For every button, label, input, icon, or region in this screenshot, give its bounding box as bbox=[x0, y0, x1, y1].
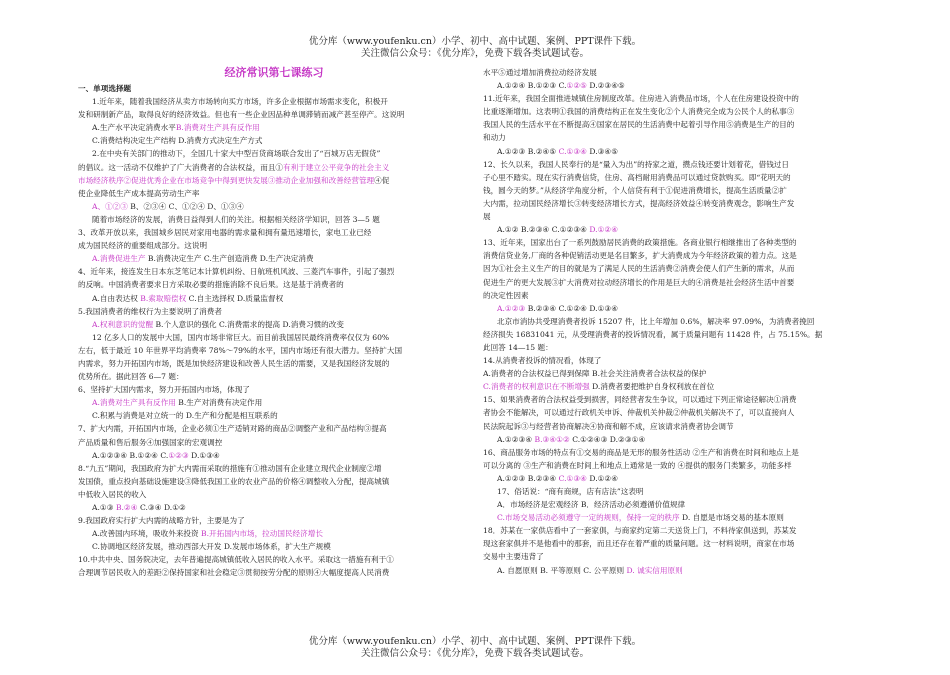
text-segment: 13、近年来，国家出台了一系列鼓励居民消费的政策措施。各商业银行相继推出了各种类型的 bbox=[483, 238, 797, 248]
text-segment: 大内需，拉动国民经济增长③转变经济增长方式，提高经济效益④转变消费观念，影响生产发 bbox=[483, 198, 795, 208]
text-line bbox=[483, 433, 875, 446]
text-line bbox=[78, 566, 470, 579]
text-segment: 的决定性因素 bbox=[483, 290, 529, 300]
text-line bbox=[78, 134, 470, 147]
text-segment: 16、商品服务市场的特点有①交易的商品是无形的服务性活动 ②生产和消费在时间和地点上是 bbox=[483, 447, 799, 457]
text-segment: B.消费决定生产 C.生产创造消费 D.生产决定消费 bbox=[145, 254, 314, 264]
text-segment: 6、坚持扩大国内需求，努力开拓国内市场，体现了 bbox=[78, 385, 250, 395]
text-line bbox=[483, 328, 875, 341]
text-line bbox=[78, 187, 470, 200]
text-line bbox=[78, 147, 470, 160]
text-segment: A.①②③ B.②③④ bbox=[497, 473, 559, 483]
header-line-1: 优分库（www.youfenku.cn）小学、初中、高中试题、案例、PPT课件下载。 bbox=[308, 36, 642, 47]
highlighted-answer: 市场经济秩序②促进优秀企业在市场竞争中得到更快发展③推动企业加强和改善经营管理 bbox=[78, 175, 375, 185]
text-segment: 17、俗话说：“商有商规，店有店法”这表明 bbox=[497, 487, 644, 496]
text-line bbox=[78, 514, 470, 527]
text-line bbox=[483, 524, 875, 537]
text-segment: C.①②④③ D.②③①④ bbox=[569, 434, 646, 444]
text-segment: D. 自愿是市场交易的基本原则 bbox=[679, 513, 784, 523]
text-line bbox=[483, 158, 875, 171]
text-segment: 经济损失 16831041 元，从受理消费者的投诉情况看，属于质量问题有 11428 件，占 75.15%。据 bbox=[483, 329, 823, 339]
text-line bbox=[483, 485, 875, 498]
text-line bbox=[78, 409, 470, 422]
text-line bbox=[78, 226, 470, 239]
text-segment: 3、改革开放以来，我国城乡居民对家用电器的需求量和拥有量迅速增长，家电工业已经 bbox=[78, 228, 372, 238]
text-line bbox=[483, 511, 875, 524]
text-line bbox=[78, 265, 470, 278]
text-segment: 8.“九五”期间，我国政府为扩大内需而采取的措施有①推动国有企业建立现代企业制度②增 bbox=[78, 463, 382, 473]
text-segment: A.改善国内环境，吸收外来投资 bbox=[92, 529, 202, 539]
text-line bbox=[78, 449, 470, 462]
text-line bbox=[483, 184, 875, 197]
text-line bbox=[483, 276, 875, 289]
text-segment: D.①③④ bbox=[188, 450, 220, 460]
text-line bbox=[78, 200, 470, 213]
text-segment: C.消费结构决定生产结构 D.消费方式决定生产方式 bbox=[92, 136, 263, 146]
text-segment: 10.中共中央、国务院决定，去年普遍提高城镇低收入居民的收入水平。采取这一措施有利于① bbox=[78, 555, 394, 565]
text-segment: 因为①社会主义生产的目的就是为了满足人民的生活消费②消费会使人们产生新的需求，从而 bbox=[483, 264, 795, 274]
text-segment: 和动力 bbox=[483, 133, 506, 143]
text-line bbox=[483, 550, 875, 563]
text-line bbox=[483, 262, 875, 275]
text-segment: A. 自愿原则 B. 平等原则 C. 公平原则 bbox=[497, 565, 627, 575]
highlighted-answer: B.索取赔偿权 bbox=[140, 293, 187, 303]
text-segment: 合理调节居民收入的差距②保持国家和社会稳定③贯彻按劳分配的原则④大幅度提高人民消费 bbox=[78, 568, 390, 578]
footer-line-2: 关注微信公众号：《优分库》，免费下载各类试题试卷。 bbox=[360, 648, 589, 659]
text-segment: 的反响。中国消费者要求日方采取必要的措施消除不良后果。这是基于消费者的 bbox=[78, 280, 344, 290]
text-line bbox=[483, 79, 875, 92]
text-segment: 使企业降低生产成本提高劳动生产率 bbox=[78, 188, 200, 198]
text-line bbox=[483, 459, 875, 472]
text-segment: 现这套家俱并不是他看中的那套，而且还存在着严重的质量问题。这一材料说明，商家在市场 bbox=[483, 539, 795, 549]
highlighted-answer: D. 诚实信用原则 bbox=[626, 565, 683, 575]
text-segment: A.①②④ B.①②③ C. bbox=[497, 81, 567, 91]
highlighted-answer: A.权利意识的觉醒 bbox=[92, 319, 154, 329]
highlighted-answer: C.市场交易活动必须遵守一定的规则，保持一定的秩序 bbox=[497, 513, 680, 523]
text-segment: A.①②③④ bbox=[497, 434, 535, 444]
highlighted-answer: B.消费对生产具有反作用 bbox=[175, 123, 260, 133]
text-segment: 钱，圆今天的梦。”从经济学角度分析，个人信贷有利于①促进消费增长，提高生活质量②扩 bbox=[483, 185, 787, 195]
text-line bbox=[483, 472, 875, 485]
text-line bbox=[78, 475, 470, 488]
text-segment: D.①②④ bbox=[586, 473, 619, 483]
right-column bbox=[483, 66, 875, 577]
text-line bbox=[483, 197, 875, 210]
text-line bbox=[483, 118, 875, 131]
text-line bbox=[78, 501, 470, 514]
text-segment: ④促 bbox=[374, 175, 390, 185]
text-segment: 消费信贷业务,厂商的各种促销活动更是名目繁多，扩大消费成为今年经济政策的着力点。这是 bbox=[483, 251, 797, 261]
highlighted-answer: C.①③④ bbox=[558, 146, 587, 156]
text-segment: 产品质量和售后服务④加强国家的宏观调控 bbox=[78, 437, 223, 447]
text-line bbox=[78, 370, 470, 383]
text-line bbox=[78, 252, 470, 265]
text-segment: A.①②③④ B.①②④ C. bbox=[92, 450, 169, 460]
section-heading: 一、单项选择题 bbox=[78, 84, 132, 93]
text-segment: 中低收入居民的收入 bbox=[78, 489, 147, 499]
text-segment: 的倡议。这一活动不仅维护了广大消费者的合法权益，而且① bbox=[78, 162, 284, 172]
left-column bbox=[78, 66, 470, 580]
text-line bbox=[483, 393, 875, 406]
text-segment: 9.我国政府实行扩大内需的战略方针，主要是为了 bbox=[78, 516, 245, 526]
text-line bbox=[78, 108, 470, 121]
text-segment: 者协会不能解决，可以通过行政机关申诉、仲裁机关仲裁②仲裁机关解决不了，可以直接向人 bbox=[483, 408, 795, 418]
text-segment: 展 bbox=[483, 212, 491, 222]
highlighted-answer: A、①②③ bbox=[92, 201, 128, 211]
text-segment: 我国人民的生活水平在不断提高④国家在居民的生活消费中起着引导作用⑤消费是生产的目的 bbox=[483, 120, 795, 130]
highlighted-answer: C.消费者的权利意识在不断增强 bbox=[483, 382, 590, 392]
text-line bbox=[78, 344, 470, 357]
highlighted-answer: A.消费对生产具有反作用 bbox=[92, 398, 176, 408]
text-segment: 子心里不踏实。现在实行消费信贷，住房、高档耐用消费品可以通过贷款购买。即“花明天的 bbox=[483, 172, 791, 182]
text-segment: A.①②③ B.②④⑤ bbox=[497, 146, 559, 156]
document-title: 经济常识第七课练习 bbox=[224, 66, 324, 79]
text-line bbox=[483, 341, 875, 354]
text-line bbox=[78, 436, 470, 449]
text-segment: 14.从消费者投诉的情况看，体现了 bbox=[483, 356, 602, 366]
highlighted-answer: B.③④①② bbox=[534, 434, 570, 444]
right-column-body bbox=[483, 66, 875, 577]
highlighted-answer: 有利于建立公平竞争的社会主义 bbox=[283, 162, 390, 172]
highlighted-answer: B.②④ bbox=[115, 503, 138, 512]
text-line bbox=[483, 380, 875, 393]
text-line bbox=[78, 213, 470, 226]
highlighted-answer: ①②⑤ bbox=[566, 81, 587, 91]
text-line bbox=[483, 315, 875, 328]
text-line bbox=[483, 210, 875, 223]
footer-line-1: 优分库（www.youfenku.cn）小学、初中、高中试题、案例、PPT课件下载。 bbox=[308, 636, 642, 647]
text-segment: C.③④ D.①② bbox=[137, 503, 186, 512]
text-line bbox=[483, 446, 875, 459]
text-segment: 此回答 14—15 题： bbox=[483, 342, 553, 352]
text-line bbox=[483, 498, 875, 511]
text-line bbox=[483, 367, 875, 380]
text-segment: A.消费者的合法权益已得到保障 B.社会关注消费者合法权益的保护 bbox=[483, 369, 707, 379]
text-segment: 促进生产的更大发展③扩大消费对拉动经济增长的作用是巨大的④消费是社会经济生活中首要 bbox=[483, 277, 795, 287]
text-segment: A.①② B.②③④ C.①②③④ bbox=[497, 225, 590, 235]
text-line bbox=[483, 564, 875, 577]
text-line bbox=[483, 223, 875, 236]
text-line bbox=[78, 278, 470, 291]
text-segment: 2.在中央有关部门的推动下，全国几十家大中型百货商场联合发出了“百城万店无假货” bbox=[92, 149, 381, 159]
text-line bbox=[78, 174, 470, 187]
header-line-2: 关注微信公众号：《优分库》，免费下载各类试题试卷。 bbox=[360, 48, 589, 59]
page-footer bbox=[0, 636, 950, 660]
text-line bbox=[78, 292, 470, 305]
text-line bbox=[78, 462, 470, 475]
text-segment: C.自主选择权 D.质量监督权 bbox=[186, 293, 284, 303]
text-segment: 4、近年来，接连发生日本东芝笔记本计算机纠纷、日航班机风波、三菱汽车事件，引起了强烈 bbox=[78, 267, 395, 277]
text-line bbox=[483, 131, 875, 144]
text-line bbox=[78, 540, 470, 553]
text-segment: D.②③④⑤ bbox=[586, 81, 625, 91]
text-line bbox=[483, 354, 875, 367]
text-segment: A.自由表达权 bbox=[92, 293, 141, 303]
text-line bbox=[483, 420, 875, 433]
text-line bbox=[483, 105, 875, 118]
text-line bbox=[78, 396, 470, 409]
text-segment: D.消费者要把维护自身权利放在首位 bbox=[589, 382, 715, 392]
text-segment: B.生产对消费有决定作用 bbox=[175, 398, 263, 408]
text-line bbox=[78, 488, 470, 501]
text-segment: 12、长久以来，我国人民奉行的是“量入为出”的持家之道，攒点钱还要计划着花，借钱过日 bbox=[483, 159, 789, 169]
text-line bbox=[483, 66, 875, 79]
text-segment: 18．苏某在一家供店看中了一套家俱，与商家约定第二天送货上门，不料待家俱送到，苏某发 bbox=[483, 526, 797, 536]
text-line bbox=[78, 422, 470, 435]
text-segment: 1.近年来，随着我国经济从卖方市场转向买方市场，许多企业根据市场需求变化，积极开 bbox=[92, 97, 388, 107]
page-header bbox=[0, 36, 950, 60]
highlighted-answer: A.消费促进生产 bbox=[92, 254, 146, 264]
text-line bbox=[78, 357, 470, 370]
text-segment: C.积累与消费是对立统一的 D.生产和分配是相互联系的 bbox=[92, 411, 278, 421]
text-segment: A.生产水平决定消费水平 bbox=[92, 123, 176, 133]
text-segment: 5.我国消费者的维权行为主要说明了消费者 bbox=[78, 306, 222, 316]
text-line bbox=[78, 527, 470, 540]
text-segment: C.协调地区经济发展，推动西部大开发 D.发展市场体系，扩大生产规模 bbox=[92, 542, 331, 552]
highlighted-answer: B.开拓国内市场，拉动国民经济增长 bbox=[201, 529, 323, 539]
text-segment: 11.近年来，我国全面推进城镇住房制度改革。住房进入消费品市场，个人在住房建设投资中的 bbox=[483, 94, 799, 104]
text-line bbox=[78, 239, 470, 252]
text-line bbox=[78, 331, 470, 344]
text-segment: 12 亿多人口的发展中大国，国内市场非常巨大。而目前我国居民最终消费率仅仅为 60% bbox=[92, 332, 390, 342]
highlighted-answer: A.①②③ bbox=[497, 303, 526, 313]
text-segment: 优势所在。据此回答 6—7 题： bbox=[78, 372, 184, 382]
text-line bbox=[78, 383, 470, 396]
text-segment: 发和研制新产品，取得良好的经济效益。但也有一些企业因品种单调滞销而减产甚至停产。这说明 bbox=[78, 110, 405, 120]
text-segment: 水平⑤通过增加消费拉动经济发展 bbox=[483, 68, 597, 77]
text-line bbox=[483, 236, 875, 249]
text-segment: 交易中主要违背了 bbox=[483, 552, 544, 562]
text-segment: 随着市场经济的发展，消费日益得到人们的关注。根据相关经济学知识，回答 3—5 题 bbox=[92, 214, 380, 224]
text-line bbox=[483, 406, 875, 419]
text-segment: 比重逐渐增加。这表明①我国的消费结构正在发生变化②个人消费完全成为公民个人的私事③ bbox=[483, 107, 795, 117]
highlighted-answer: C.①③④ bbox=[558, 473, 587, 483]
text-segment: 左右，低于最近 10 年世界平均消费率 78%～79%的水平，国内市场还有很大潜力。坚持扩大国 bbox=[78, 345, 403, 355]
text-segment: B.个人意识的强化 C.消费需求的提高 D.消费习惯的改变 bbox=[153, 319, 344, 329]
text-segment: A.①③ bbox=[92, 503, 116, 512]
text-line bbox=[483, 92, 875, 105]
text-segment: 发国债，重点投向基础设施建设③降低我国工业的农业产品的价格④调整收入分配，提高城镇 bbox=[78, 476, 390, 486]
text-line bbox=[78, 553, 470, 566]
text-line bbox=[483, 171, 875, 184]
text-segment: B.②③④ C.①②④ D.①③④ bbox=[525, 303, 619, 313]
text-line bbox=[78, 95, 470, 108]
text-line bbox=[483, 537, 875, 550]
text-line bbox=[483, 289, 875, 302]
left-column-body bbox=[78, 95, 470, 579]
text-line bbox=[483, 302, 875, 315]
text-line bbox=[78, 161, 470, 174]
text-segment: 民法院起诉③与经营者协商解决④协商和解不成，应该请求消费者协会调节 bbox=[483, 421, 734, 431]
text-line bbox=[78, 318, 470, 331]
text-line bbox=[78, 305, 470, 318]
text-segment: 可以分离的 ③生产和消费在时间上和地点上通常是一致的 ④提供的服务门类繁多，功能多样 bbox=[483, 460, 792, 470]
highlighted-answer: D.①②④ bbox=[589, 225, 619, 235]
text-line bbox=[483, 145, 875, 158]
text-line bbox=[483, 249, 875, 262]
text-segment: 内需求，努力开拓国内市场，既是加快经济建设和改善人民生活的需要，又是我国经济发展的 bbox=[78, 358, 390, 368]
text-segment: D.③④⑤ bbox=[586, 146, 619, 156]
text-segment: 成为国民经济的重要组成部分。这说明 bbox=[78, 241, 208, 251]
text-line bbox=[78, 121, 470, 134]
text-segment: 15、如果消费者的合法权益受到损害，同经营者发生争议，可以通过下列正常途径解决①消费 bbox=[483, 395, 797, 405]
text-segment: 7、扩大内需，开拓国内市场，企业必须①生产适销对路的商品②调整产业和产品结构③提高 bbox=[78, 424, 387, 434]
highlighted-answer: ①②③ bbox=[168, 450, 189, 460]
text-segment: A．市场经济是宏观经济 B．经济活动必须遵循价值规律 bbox=[497, 500, 686, 510]
text-segment: 北京市消协共受理消费者投诉 15207 件，比上年增加 0.6%，解决率 97.09%，为消费者挽回 bbox=[497, 316, 815, 326]
text-segment: B、②③④ C、①②④ D、①③④ bbox=[127, 201, 244, 211]
